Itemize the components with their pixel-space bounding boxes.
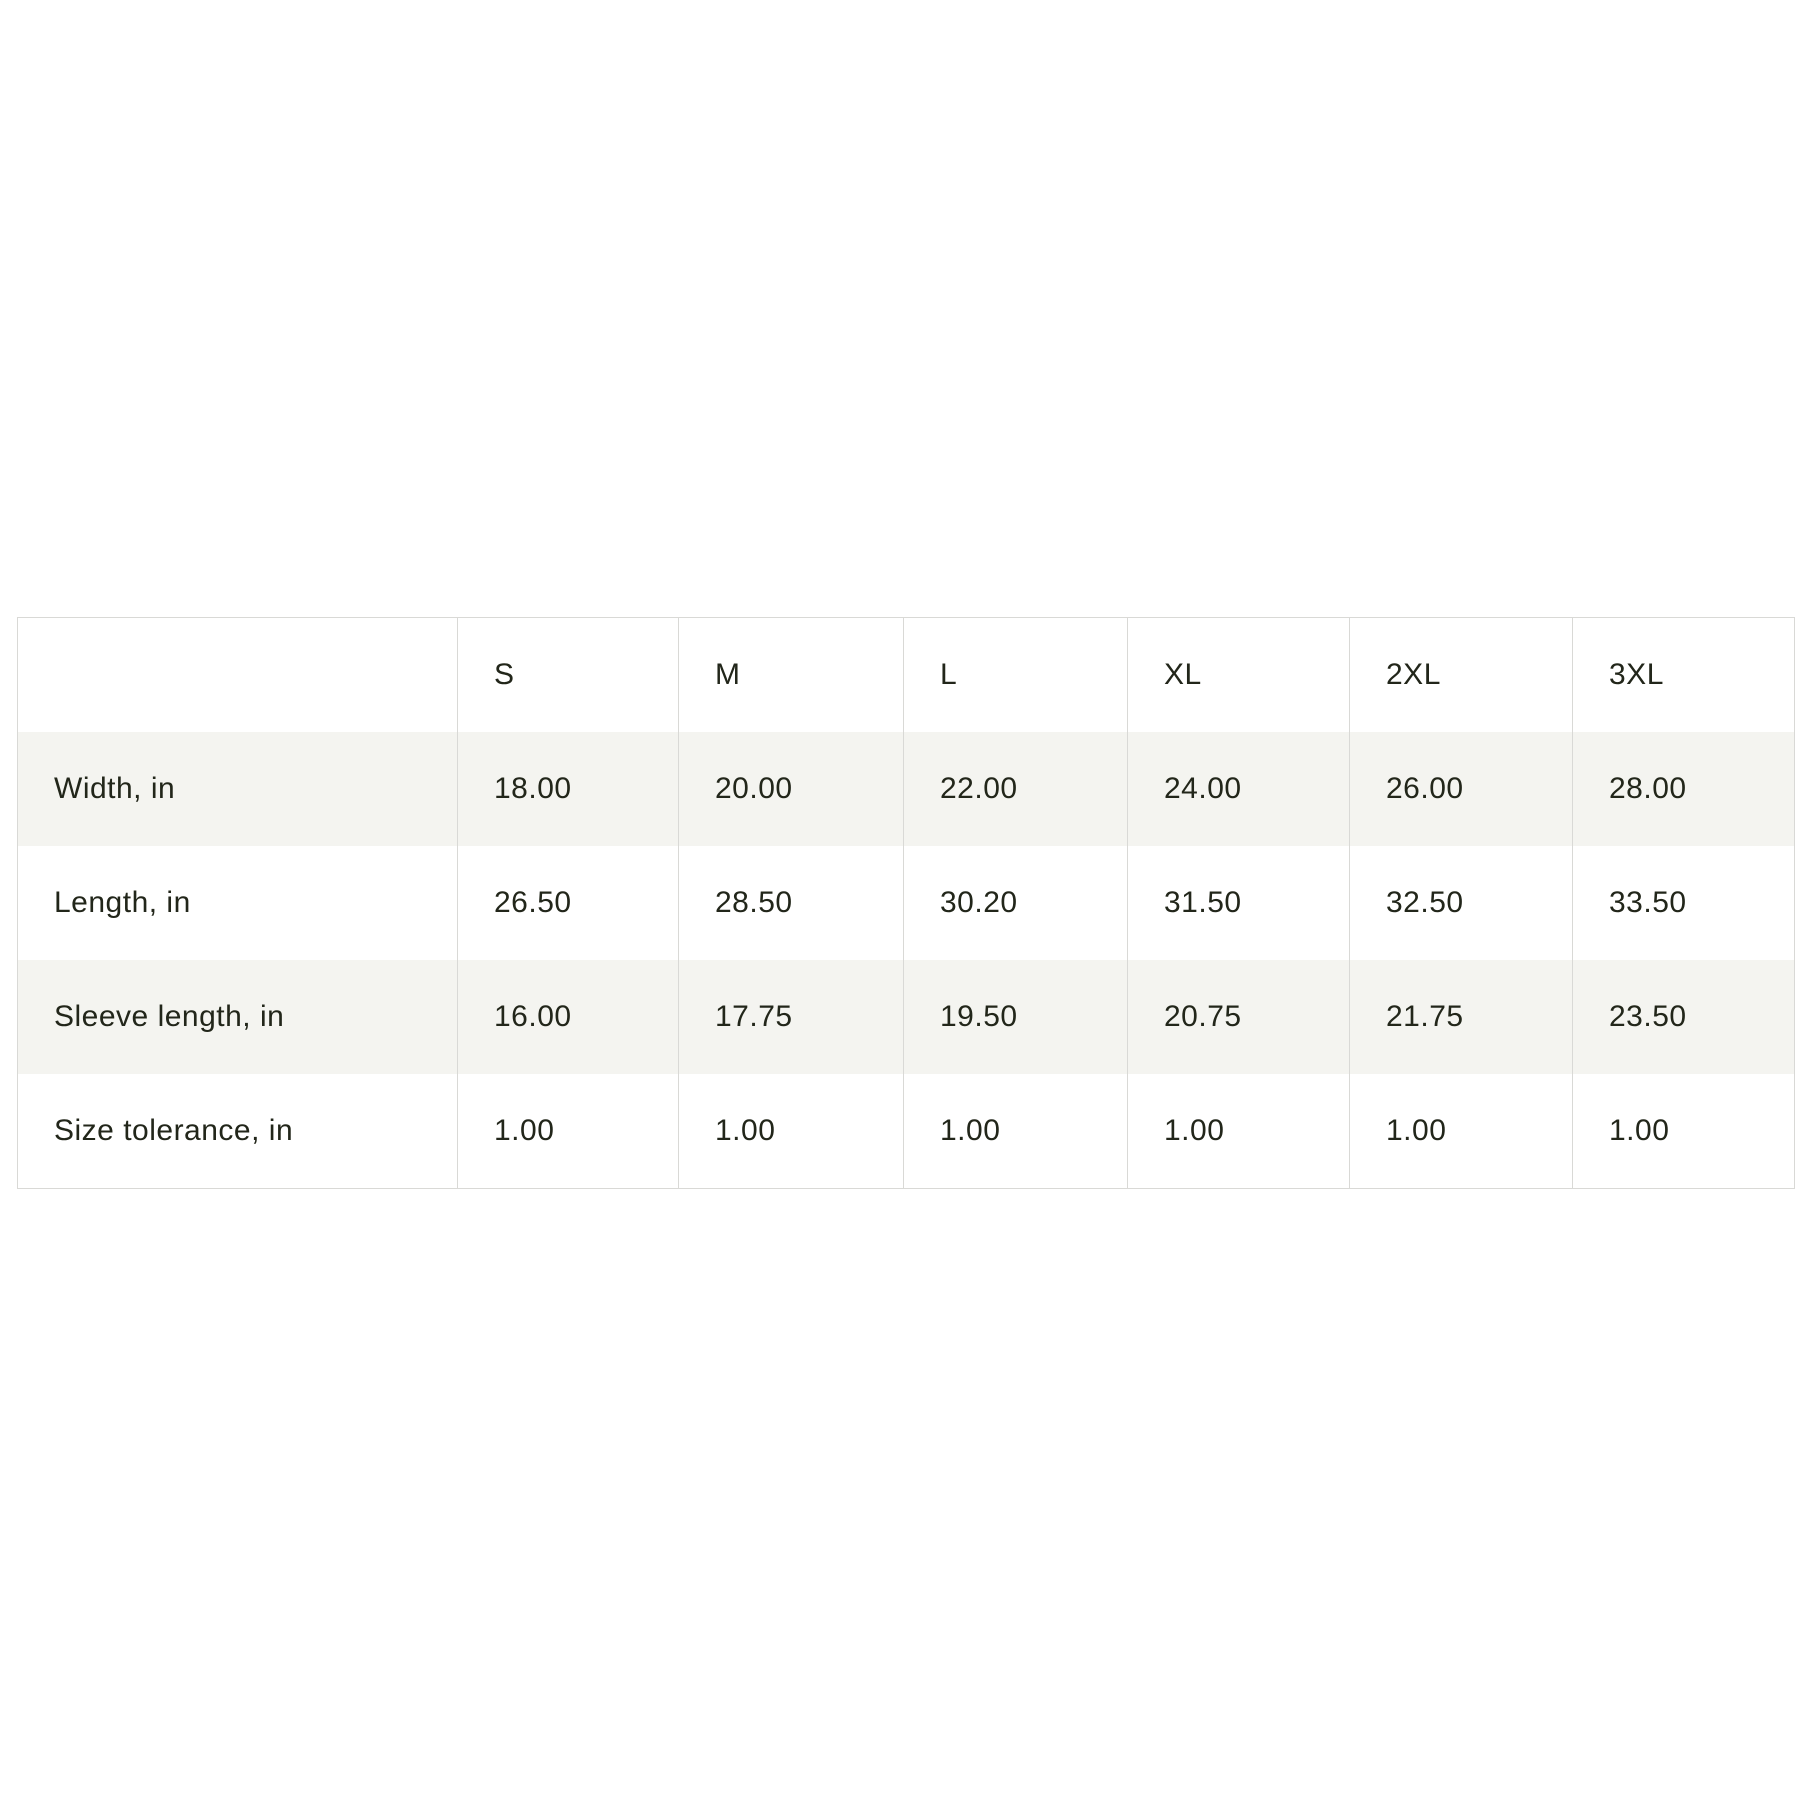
- row-label: Width, in: [18, 732, 458, 846]
- table-cell: 17.75: [679, 960, 904, 1074]
- row-label: Length, in: [18, 846, 458, 960]
- row-label: Sleeve length, in: [18, 960, 458, 1074]
- table-cell: 24.00: [1128, 732, 1350, 846]
- table-cell: 26.00: [1350, 732, 1573, 846]
- table-cell: 1.00: [1128, 1074, 1350, 1189]
- table-row-width: [18, 732, 1795, 846]
- size-header-2xl: 2XL: [1350, 618, 1573, 733]
- table-cell: 30.20: [904, 846, 1128, 960]
- table-cell: 1.00: [1350, 1074, 1573, 1189]
- table-cell: 16.00: [458, 960, 679, 1074]
- table-row-size-tolerance: [18, 1074, 1795, 1189]
- table-cell: 21.75: [1350, 960, 1573, 1074]
- table-cell: 22.00: [904, 732, 1128, 846]
- table-row-sleeve-length: [18, 960, 1795, 1074]
- corner-header-cell: [18, 618, 458, 733]
- size-header-l: L: [904, 618, 1128, 733]
- size-chart-table: [17, 617, 1795, 1189]
- table-cell: 18.00: [458, 732, 679, 846]
- header-row: [18, 618, 1795, 733]
- table-cell: 23.50: [1573, 960, 1795, 1074]
- row-label: Size tolerance, in: [18, 1074, 458, 1189]
- table-cell: 1.00: [1573, 1074, 1795, 1189]
- table-cell: 33.50: [1573, 846, 1795, 960]
- table-cell: 28.00: [1573, 732, 1795, 846]
- table-cell: 31.50: [1128, 846, 1350, 960]
- table-cell: 26.50: [458, 846, 679, 960]
- table-cell: 1.00: [904, 1074, 1128, 1189]
- size-header-3xl: 3XL: [1573, 618, 1795, 733]
- size-header-xl: XL: [1128, 618, 1350, 733]
- table-cell: 20.00: [679, 732, 904, 846]
- table-cell: 1.00: [458, 1074, 679, 1189]
- size-header-s: S: [458, 618, 679, 733]
- table-cell: 1.00: [679, 1074, 904, 1189]
- table-cell: 32.50: [1350, 846, 1573, 960]
- table-cell: 19.50: [904, 960, 1128, 1074]
- table-row-length: [18, 846, 1795, 960]
- size-header-m: M: [679, 618, 904, 733]
- table-cell: 20.75: [1128, 960, 1350, 1074]
- table-cell: 28.50: [679, 846, 904, 960]
